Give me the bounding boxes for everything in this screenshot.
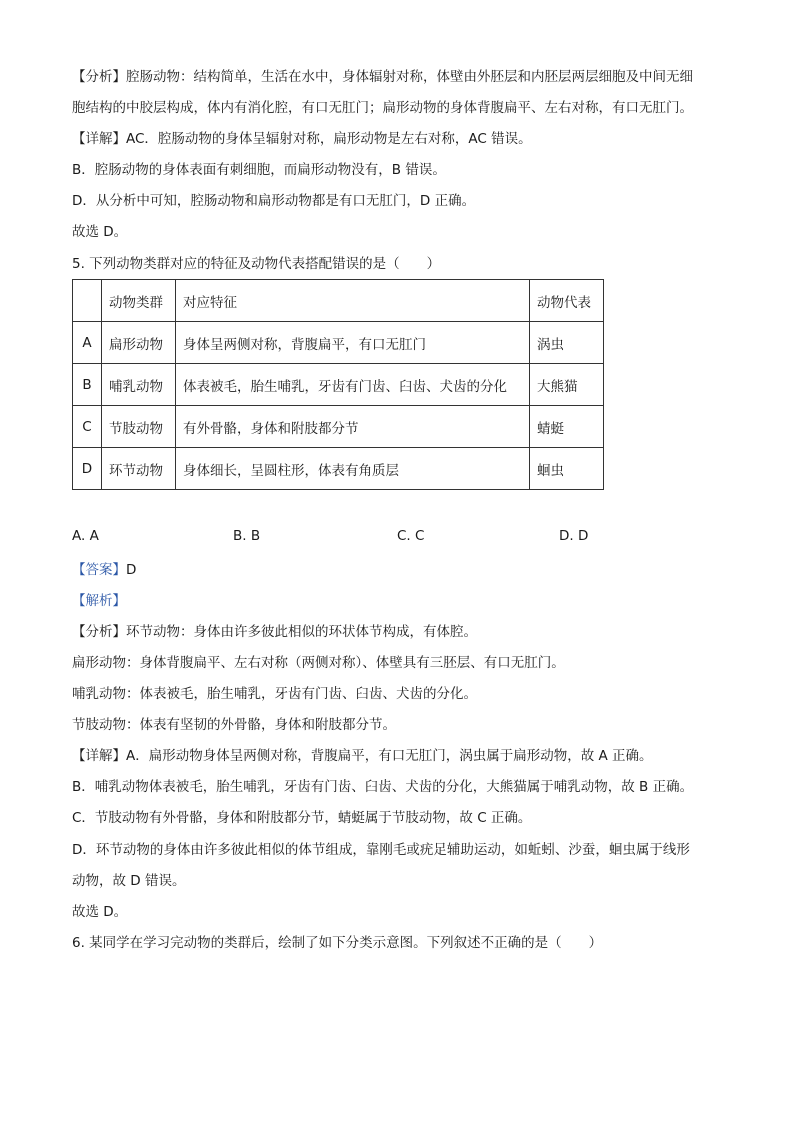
table-cell: A	[73, 322, 102, 364]
analysis-line: 哺乳动物：体表被毛，胎生哺乳，牙齿有门齿、臼齿、犬齿的分化。	[72, 686, 477, 702]
answer-line	[72, 560, 136, 580]
table-cell: C	[73, 406, 102, 448]
table-header-cell: 动物代表	[530, 280, 604, 322]
table-cell: B	[73, 364, 102, 406]
question-6-stem: 6. 某同学在学习完动物的类群后，绘制了如下分类示意图。下列叙述不正确的是（ ）	[72, 935, 603, 951]
table-cell: 蜻蜓	[530, 406, 604, 448]
analysis-line: 【分析】腔肠动物：结构简单，生活在水中，身体辐射对称，体壁由外胚层和内胚层两层细胞及中间无细	[72, 69, 693, 85]
detail-line: 【详解】AC．腔肠动物的身体呈辐射对称，扁形动物是左右对称，AC 错误。	[72, 131, 532, 147]
table-cell: 大熊猫	[530, 364, 604, 406]
analysis-line: 扁形动物：身体背腹扁平、左右对称（两侧对称）、体壁具有三胚层、有口无肛门。	[72, 655, 565, 671]
analysis-line: 节肢动物：体表有坚韧的外骨骼，身体和附肢都分节。	[72, 717, 396, 733]
table-row	[73, 364, 604, 406]
option-a: A. A	[72, 528, 99, 544]
table-header-cell: 动物类群	[102, 280, 176, 322]
table-header-row	[73, 280, 604, 322]
table-cell: D	[73, 448, 102, 490]
table-cell: 环节动物	[102, 448, 176, 490]
detail-line: B．腔肠动物的身体表面有刺细胞，而扁形动物没有，B 错误。	[72, 162, 446, 178]
table-cell: 扁形动物	[102, 322, 176, 364]
detail-line: C．节肢动物有外骨骼，身体和附肢都分节，蜻蜓属于节肢动物，故 C 正确。	[72, 810, 532, 826]
answer-options	[72, 528, 632, 548]
detail-line: 动物，故 D 错误。	[72, 873, 186, 889]
answer-label: 【答案】	[72, 562, 126, 578]
analysis-line: 胞结构的中胶层构成，体内有消化腔，有口无肛门；扁形动物的身体背腹扁平、左右对称，有口无肛门。	[72, 100, 693, 116]
table-cell: 体表被毛，胎生哺乳，牙齿有门齿、臼齿、犬齿的分化	[176, 364, 530, 406]
table-cell: 节肢动物	[102, 406, 176, 448]
option-b: B. B	[233, 528, 261, 544]
conclusion-line: 故选 D。	[72, 224, 128, 240]
question-5-table	[72, 279, 604, 490]
table-cell	[73, 280, 102, 322]
question-5-stem: 5. 下列动物类群对应的特征及动物代表搭配错误的是（ ）	[72, 256, 441, 272]
table-row	[73, 406, 604, 448]
option-c: C. C	[397, 528, 425, 544]
table-row	[73, 322, 604, 364]
table-cell: 身体细长，呈圆柱形，体表有角质层	[176, 448, 530, 490]
detail-line: D．从分析中可知，腔肠动物和扁形动物都是有口无肛门，D 正确。	[72, 193, 476, 209]
table-header-cell: 对应特征	[176, 280, 530, 322]
detail-line: B．哺乳动物体表被毛，胎生哺乳，牙齿有门齿、臼齿、犬齿的分化，大熊猫属于哺乳动物，故 B 正确。	[72, 779, 694, 795]
conclusion-line: 故选 D。	[72, 904, 128, 920]
table-cell: 涡虫	[530, 322, 604, 364]
analysis-label: 【解析】	[72, 593, 126, 609]
option-d: D. D	[559, 528, 589, 544]
table-cell: 有外骨骼，身体和附肢都分节	[176, 406, 530, 448]
analysis-line: 【分析】环节动物：身体由许多彼此相似的环状体节构成，有体腔。	[72, 624, 477, 640]
table-cell: 蛔虫	[530, 448, 604, 490]
detail-line: D．环节动物的身体由许多彼此相似的体节组成，靠刚毛或疣足辅助运动，如蚯蚓、沙蚕，蛔虫属于线形	[72, 842, 690, 858]
detail-line: 【详解】A．扁形动物身体呈两侧对称，背腹扁平，有口无肛门，涡虫属于扁形动物，故 A 正确。	[72, 748, 653, 764]
table-row	[73, 448, 604, 490]
answer-value: D	[126, 562, 137, 578]
table-cell: 哺乳动物	[102, 364, 176, 406]
table-cell: 身体呈两侧对称，背腹扁平，有口无肛门	[176, 322, 530, 364]
